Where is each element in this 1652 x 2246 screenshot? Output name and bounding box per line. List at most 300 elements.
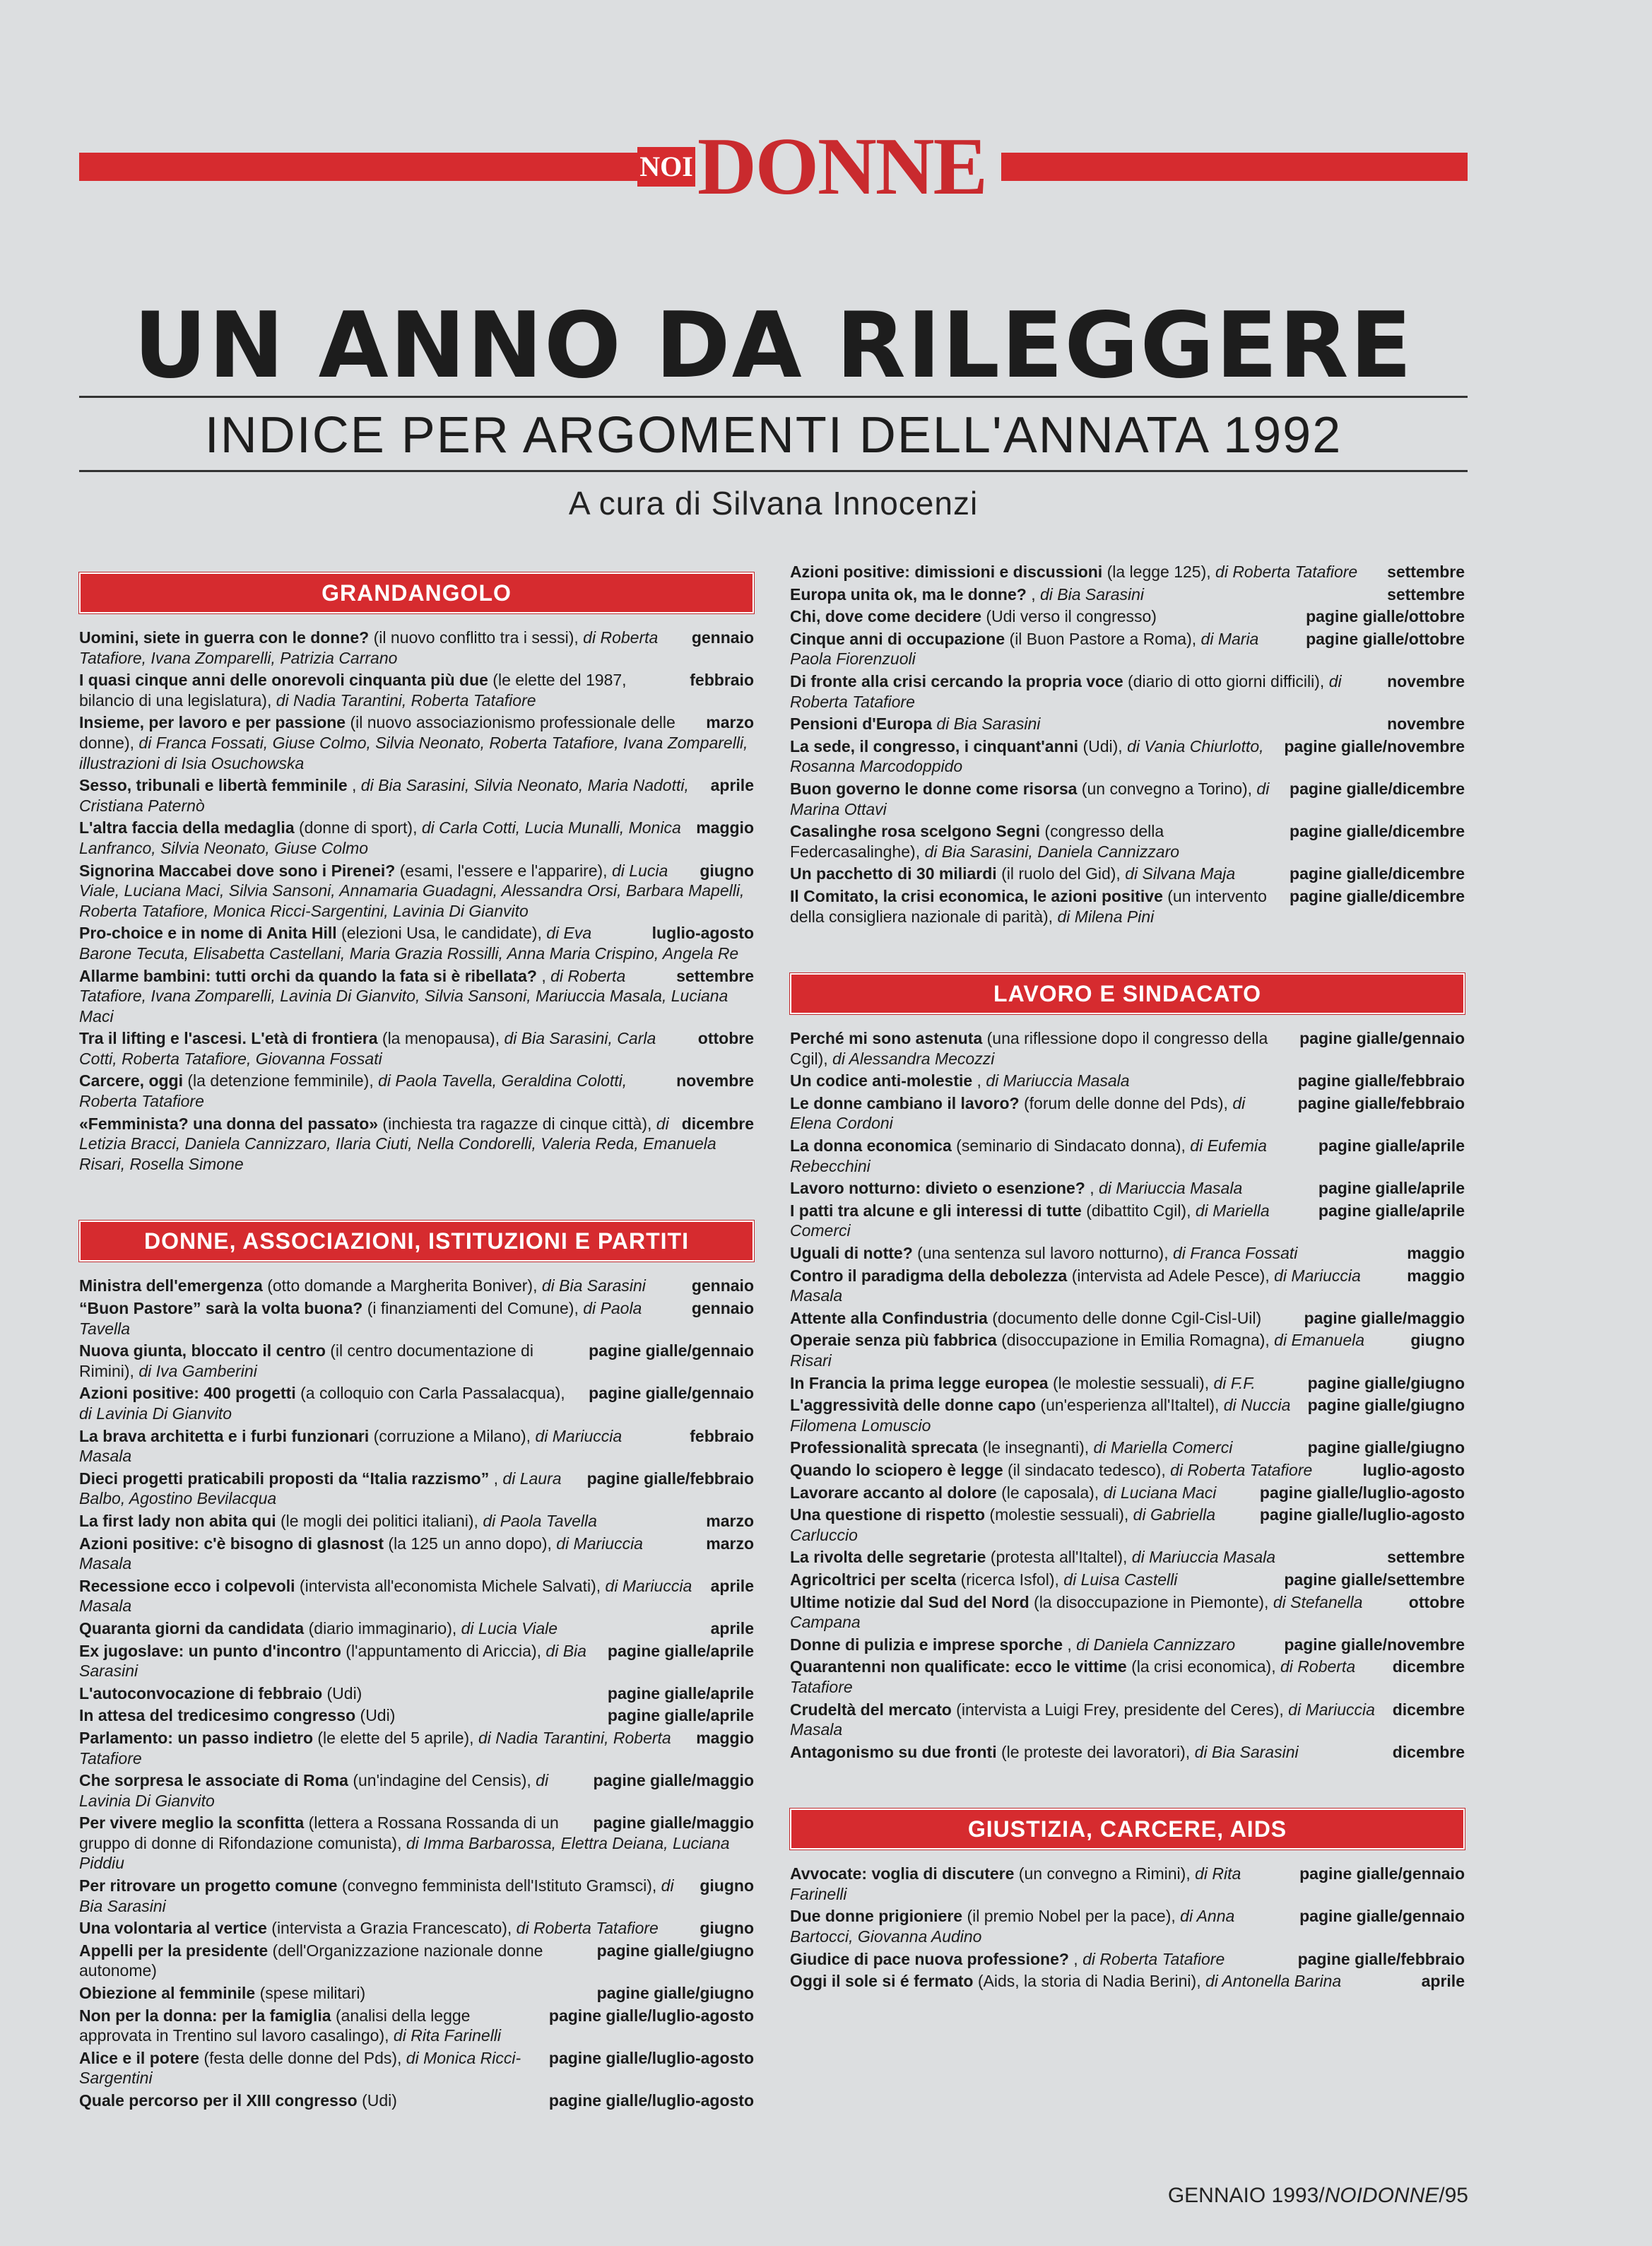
entry-issue: pagine gialle/luglio-agosto: [1259, 1505, 1465, 1524]
index-entry: [79, 861, 754, 922]
entry-authors: di Bia Sarasini: [932, 715, 1041, 734]
index-entry: [79, 2048, 754, 2088]
index-entry: [79, 1469, 754, 1509]
entry-issue: settembre: [1387, 563, 1465, 581]
entry-issue: pagine gialle/maggio: [593, 1771, 754, 1790]
index-entry: [790, 1592, 1465, 1633]
entry-title: Donne di pulizia e imprese sporche: [790, 1635, 1063, 1654]
index-entry: [790, 1395, 1465, 1435]
entry-title: Alice e il potere: [79, 2048, 200, 2067]
entry-title: Non per la donna: per la famiglia: [79, 2006, 331, 2025]
entry-issue: luglio-agosto: [1362, 1460, 1465, 1479]
entry-title: Una volontaria al vertice: [79, 1919, 267, 1938]
index-entry: [790, 562, 1465, 582]
entry-issue: pagine gialle/febbraio: [586, 1469, 754, 1488]
entry-authors: di Laura Balbo, Agostino Bevilacqua: [79, 1469, 562, 1508]
masthead-noi: NOI: [637, 147, 695, 187]
entry-authors: di Roberta Tatafiore, Ivana Zomparelli, Lavinia Di Gianvito, Silvia Sansoni, Mariuccia Masala, Luciana Maci: [79, 966, 728, 1025]
index-entry: [79, 2006, 754, 2046]
entry-authors: di Emanuela Risari: [790, 1331, 1365, 1370]
index-entry: [79, 1576, 754, 1616]
entry-title: Contro il paradigma della debolezza: [790, 1266, 1068, 1285]
entry-title: Professionalità sprecata: [790, 1438, 978, 1457]
entry-authors: di Mariuccia Masala: [981, 1071, 1130, 1090]
index-entry: [790, 1136, 1465, 1176]
index-entry: [790, 886, 1465, 927]
entry-authors: di Paola Tavella: [79, 1299, 642, 1338]
index-entry: [790, 1437, 1465, 1458]
entry-issue: settembre: [1387, 1548, 1465, 1567]
entry-title: Due donne prigioniere: [790, 1907, 963, 1926]
entry-issue: pagine gialle/luglio-agosto: [548, 2048, 754, 2067]
entry-issue: aprile: [710, 1618, 754, 1638]
index-entry: [790, 606, 1465, 627]
entry-description: (ricerca Isfol),: [956, 1570, 1059, 1589]
entry-issue: pagine gialle/aprile: [607, 1641, 754, 1660]
entry-authors: di Franca Fossati, Giuse Colmo, Silvia Neonato, Roberta Tatafiore, Ivana Zomparelli, illustrazioni di Isia Osuchowska: [79, 733, 748, 772]
entry-issue: pagine gialle/dicembre: [1290, 864, 1465, 883]
index-entry: [790, 584, 1465, 605]
entry-title: Le donne cambiano il lavoro?: [790, 1093, 1020, 1112]
entry-title: Appelli per la presidente: [79, 1941, 269, 1960]
entry-description: (i finanziamenti del Comune),: [362, 1299, 579, 1318]
index-entry: [790, 671, 1465, 712]
index-entry: [79, 775, 754, 816]
entry-issue: aprile: [710, 776, 754, 795]
entry-title: I quasi cinque anni delle onorevoli cinquanta più due: [79, 671, 488, 690]
curator-line: A cura di Silvana Innocenzi: [568, 485, 979, 522]
index-entry: [790, 864, 1465, 884]
entry-description: (diario di otto giorni difficili),: [1123, 671, 1325, 690]
index-entry: [790, 1178, 1465, 1199]
index-entry: [790, 1906, 1465, 1946]
entry-title: Obiezione al femminile: [79, 1984, 256, 2003]
entry-issue: pagine gialle/aprile: [607, 1683, 754, 1703]
entry-description: (le elette del 1987, bilancio di una legislatura),: [79, 671, 627, 710]
entry-description: (il nuovo associazionismo professionale delle donne),: [79, 713, 675, 752]
section-gap: [790, 1780, 1465, 1809]
entry-authors: di Vania Chiurlotto, Rosanna Marcodoppido: [790, 736, 1264, 776]
index-entry: [79, 1770, 754, 1811]
index-entry: [790, 1657, 1465, 1697]
index-entry: [790, 1330, 1465, 1370]
entry-description: (una riflessione dopo il congresso della Cgil),: [790, 1029, 1268, 1068]
entry-title: Il Comitato, la crisi economica, le azioni positive: [790, 886, 1163, 905]
index-entry: [79, 1071, 754, 1111]
section-lavoro: [790, 973, 1465, 1762]
entry-authors: di Mariella Comerci: [1089, 1438, 1233, 1457]
entry-authors: di Stefanella Campana: [790, 1592, 1363, 1632]
index-entry: [790, 1093, 1465, 1134]
index-entry: [79, 1383, 754, 1423]
entry-authors: di Bia Sarasini: [537, 1276, 646, 1295]
entry-title: Quarantenni non qualificate: ecco le vittime: [790, 1657, 1127, 1676]
entry-title: Per ritrovare un progetto comune: [79, 1876, 338, 1895]
entry-authors: di Luciana Maci: [1099, 1483, 1217, 1502]
entry-title: Nuova giunta, bloccato il centro: [79, 1341, 326, 1360]
index-entry: [79, 1114, 754, 1175]
section-gap: [790, 945, 1465, 973]
index-entry: [79, 670, 754, 710]
entry-authors: di Maria Paola Fiorenzuoli: [790, 629, 1259, 669]
entry-authors: di Carla Cotti, Lucia Munalli, Monica Lanfranco, Silvia Neonato, Giuse Colmo: [79, 818, 681, 857]
index-entry: [79, 1683, 754, 1704]
entry-issue: pagine gialle/gennaio: [1299, 1864, 1465, 1883]
entry-issue: pagine gialle/dicembre: [1290, 822, 1465, 841]
entry-authors: di Eufemia Rebecchini: [790, 1136, 1267, 1175]
index-entry: [79, 1511, 754, 1531]
entry-authors: di Monica Ricci-Sargentini: [79, 2048, 521, 2088]
entry-authors: di Roberta Tatafiore: [1078, 1949, 1225, 1968]
masthead-bar-left: [79, 153, 637, 181]
entry-authors: di Rita Farinelli: [790, 1864, 1241, 1903]
entry-issue: giugno: [700, 1919, 754, 1938]
entry-authors: di Nadia Tarantini, Roberta Tatafiore: [79, 1728, 671, 1768]
index-entry: [790, 1373, 1465, 1394]
entry-title: Quale percorso per il XIII congresso: [79, 2091, 358, 2110]
index-entry: [790, 1949, 1465, 1970]
index-entry: [790, 1483, 1465, 1503]
entry-title: L'autoconvocazione di febbraio: [79, 1683, 323, 1703]
right-column: [790, 562, 1465, 2010]
entry-issue: pagine gialle/febbraio: [1297, 1093, 1465, 1112]
entry-issue: dicembre: [1392, 1742, 1465, 1761]
index-entry: [79, 1426, 754, 1466]
masthead: [79, 122, 1468, 212]
index-entry: [790, 1742, 1465, 1763]
index-entry: [79, 1028, 754, 1069]
entry-title: Chi, dove come decidere: [790, 607, 981, 626]
entry-title: Europa unita ok, ma le donne?: [790, 584, 1027, 604]
footer-page-number: /95: [1439, 2184, 1468, 2207]
entry-issue: dicembre: [1392, 1700, 1465, 1719]
entry-description: (Udi): [355, 1706, 396, 1725]
entry-authors: di Mariuccia Masala: [79, 1534, 643, 1573]
entry-description: ,: [1085, 1179, 1095, 1198]
index-entry: [79, 712, 754, 773]
entry-description: (un convegno a Torino),: [1077, 779, 1253, 798]
entry-authors: di Mariella Comerci: [790, 1201, 1270, 1240]
page-footer: [1168, 2184, 1468, 2208]
entry-authors: di Bia Sarasini: [79, 1876, 674, 1915]
entry-description: (analisi della legge approvata in Trentino sul lavoro casalingo),: [79, 2006, 471, 2045]
entry-description: (lettera a Rossana Rossanda di un gruppo di donne di Rifondazione comunista),: [79, 1813, 559, 1852]
page-subtitle: INDICE PER ARGOMENTI DELL'ANNATA 1992: [204, 407, 1343, 464]
entry-issue: pagine gialle/gennaio: [589, 1384, 754, 1403]
section-gap: [79, 1192, 754, 1221]
entry-title: In Francia la prima legge europea: [790, 1373, 1049, 1392]
entry-description: (congresso della Federcasalinghe),: [790, 822, 1164, 861]
entry-issue: pagine gialle/gennaio: [589, 1341, 754, 1360]
entry-authors: di Bia Sarasini: [79, 1641, 586, 1681]
entry-authors: di Milena Pini: [1053, 907, 1155, 926]
index-entry: [790, 1266, 1465, 1306]
entry-title: Azioni positive: 400 progetti: [79, 1384, 296, 1403]
entry-description: (la detenzione femminile),: [183, 1071, 374, 1090]
entry-authors: di Nuccia Filomena Lomuscio: [790, 1396, 1291, 1435]
entry-issue: novembre: [1387, 715, 1465, 734]
entry-description: (il nuovo conflitto tra i sessi),: [369, 628, 579, 647]
entry-issue: maggio: [696, 1728, 754, 1747]
entry-description: ,: [1026, 584, 1036, 604]
entry-title: La rivolta delle segretarie: [790, 1548, 986, 1567]
entry-authors: di Luisa Castelli: [1058, 1570, 1178, 1589]
entry-issue: pagine gialle/febbraio: [1297, 1071, 1465, 1090]
entry-title: Un codice anti-molestie: [790, 1071, 973, 1090]
entry-title: Quaranta giorni da candidata: [79, 1618, 305, 1638]
index-entry: [790, 1700, 1465, 1740]
entry-authors: di Iva Gamberini: [134, 1361, 257, 1380]
entry-title: Cinque anni di occupazione: [790, 629, 1005, 648]
index-entry: [790, 736, 1465, 777]
entry-title: Recessione ecco i colpevoli: [79, 1576, 295, 1595]
entry-issue: pagine gialle/luglio-agosto: [548, 2006, 754, 2025]
entry-description: (intervista a Grazia Francescato),: [266, 1919, 512, 1938]
index-entry: [79, 1341, 754, 1381]
entry-authors: di Bia Sarasini: [1035, 584, 1145, 604]
entry-title: Avvocate: voglia di discutere: [790, 1864, 1015, 1883]
section-title-grandangolo: GRANDANGOLO: [79, 572, 754, 613]
entry-description: ,: [972, 1071, 981, 1090]
entry-title: In attesa del tredicesimo congresso: [79, 1706, 356, 1725]
entry-authors: di Antonella Barina: [1200, 1972, 1342, 1991]
entry-description: (le mogli dei politici italiani),: [276, 1511, 478, 1530]
entry-title: I patti tra alcune e gli interessi di tutte: [790, 1201, 1082, 1220]
entry-description: ,: [489, 1469, 499, 1488]
entry-title: Tra il lifting e l'ascesi. L'età di frontiera: [79, 1029, 378, 1048]
entry-description: (la legge 125),: [1102, 563, 1211, 581]
entry-description: (una sentenza sul lavoro notturno),: [912, 1244, 1169, 1263]
entry-title: Casalinghe rosa scelgono Segni: [790, 822, 1041, 841]
entry-authors: di Mariuccia Masala: [79, 1426, 623, 1466]
entry-title: Sesso, tribunali e libertà femminile: [79, 776, 348, 795]
entry-title: Uomini, siete in guerra con le donne?: [79, 628, 370, 647]
entry-description: (donne di sport),: [294, 818, 418, 837]
entry-title: La first lady non abita qui: [79, 1511, 276, 1530]
entry-authors: di Lucia Viale, Luciana Maci, Silvia Sansoni, Annamaria Guadagni, Alessandra Orsi, Barbara Mapelli, Roberta Tatafiore, Monica Ricci-Sargentini, Lavinia Di Gianvito: [79, 861, 745, 920]
entry-description: (elezioni Usa, le candidate),: [336, 924, 542, 943]
index-entry: [790, 779, 1465, 819]
entry-authors: di Roberta Tatafiore, Ivana Zomparelli, Patrizia Carrano: [79, 628, 659, 667]
entry-authors: di Daniela Cannizzaro: [1071, 1635, 1236, 1654]
entry-issue: maggio: [696, 818, 754, 837]
entry-authors: di Bia Sarasini, Carla Cotti, Roberta Tatafiore, Giovanna Fossati: [79, 1029, 656, 1068]
entry-description: ,: [347, 776, 357, 795]
entry-description: (il Buon Pastore a Roma),: [1005, 629, 1197, 648]
entry-description: (convegno femminista dell'Istituto Gramsci),: [337, 1876, 657, 1895]
entry-issue: pagine gialle/febbraio: [1297, 1949, 1465, 1968]
entry-authors: di Nadia Tarantini, Roberta Tatafiore: [271, 690, 536, 710]
entry-description: (dibattito Cgil),: [1081, 1201, 1191, 1220]
entry-authors: di Imma Barbarossa, Elettra Deiana, Luciana Piddiu: [79, 1833, 730, 1873]
entry-issue: maggio: [1407, 1244, 1465, 1263]
section-istituzioni: [79, 1221, 754, 2110]
entry-description: (esami, l'essere e l'apparire),: [395, 861, 608, 880]
footer-issue: GENNAIO 1993/: [1167, 2184, 1325, 2207]
entry-issue: giugno: [1410, 1331, 1465, 1350]
entry-authors: di Roberta Tatafiore: [790, 1657, 1356, 1696]
entry-title: L'aggressività delle donne capo: [790, 1396, 1037, 1415]
entry-authors: di Silvana Maja: [1120, 864, 1236, 883]
index-entry: [79, 923, 754, 963]
entry-issue: pagine gialle/maggio: [1304, 1308, 1465, 1327]
entry-authors: di Roberta Tatafiore: [1165, 1460, 1313, 1479]
index-entry: [79, 628, 754, 668]
entry-issue: pagine gialle/giugno: [1307, 1438, 1465, 1457]
entry-issue: pagine gialle/maggio: [593, 1813, 754, 1833]
entry-issue: pagine gialle/aprile: [1318, 1136, 1465, 1156]
entry-authors: di Marina Ottavi: [790, 779, 1270, 818]
entry-title: La sede, il congresso, i cinquant'anni: [790, 736, 1079, 755]
entry-authors: di Rita Farinelli: [389, 2026, 502, 2045]
entry-description: ,: [1068, 1949, 1078, 1968]
entry-authors: di Paola Tavella: [478, 1511, 597, 1530]
entry-title: Operaie senza più fabbrica: [790, 1331, 997, 1350]
entry-title: Giudice di pace nuova professione?: [790, 1949, 1069, 1968]
left-column: [79, 572, 754, 2129]
entry-issue: pagine gialle/giugno: [596, 1984, 754, 2003]
entry-description: (un intervento della consigliera nazionale di parità),: [790, 886, 1267, 926]
index-entry: [790, 714, 1465, 734]
entry-title: L'altra faccia della medaglia: [79, 818, 295, 837]
entry-issue: pagine gialle/novembre: [1284, 736, 1465, 755]
entry-issue: pagine gialle/dicembre: [1290, 779, 1465, 798]
index-entry: [79, 1728, 754, 1768]
entry-issue: marzo: [706, 1534, 754, 1553]
entry-authors: di F.F.: [1209, 1373, 1256, 1392]
entry-issue: pagine gialle/dicembre: [1290, 886, 1465, 905]
entry-title: Agricoltrici per scelta: [790, 1570, 957, 1589]
entry-authors: di Bia Sarasini, Daniela Cannizzaro: [920, 842, 1180, 861]
entry-issue: settembre: [1387, 584, 1465, 604]
index-entry: [790, 1864, 1465, 1904]
entry-description: (l'appuntamento di Ariccia),: [341, 1641, 542, 1660]
entry-authors: di Elena Cordoni: [790, 1093, 1246, 1133]
entry-title: Ultime notizie dal Sud del Nord: [790, 1592, 1029, 1611]
index-entry: [790, 1505, 1465, 1545]
index-entry: [79, 1941, 754, 1981]
entry-issue: gennaio: [691, 628, 754, 647]
entry-issue: dicembre: [1392, 1657, 1465, 1676]
entry-issue: pagine gialle/luglio-agosto: [1259, 1483, 1465, 1502]
entry-description: (forum delle donne del Pds),: [1019, 1093, 1228, 1112]
entry-issue: gennaio: [691, 1276, 754, 1295]
entry-description: (intervista all'economista Michele Salvati),: [295, 1576, 601, 1595]
entry-title: Un pacchetto di 30 miliardi: [790, 864, 997, 883]
entry-description: (otto domande a Margherita Boniver),: [262, 1276, 538, 1295]
entry-authors: di Bia Sarasini, Silvia Neonato, Maria Nadotti, Cristiana Paternò: [79, 776, 689, 815]
entry-description: (il premio Nobel per la pace),: [962, 1907, 1176, 1926]
entry-title: Antagonismo su due fronti: [790, 1742, 997, 1761]
entry-title: Pro-choice e in nome di Anita Hill: [79, 924, 337, 943]
index-entry: [790, 629, 1465, 669]
section-grandangolo: [79, 572, 754, 1174]
entry-authors: di Mariuccia Masala: [1127, 1548, 1276, 1567]
entry-issue: marzo: [706, 1511, 754, 1530]
entry-title: Insieme, per lavoro e per passione: [79, 713, 346, 732]
entry-issue: pagine gialle/aprile: [1318, 1179, 1465, 1198]
entry-authors: di Paola Tavella, Geraldina Colotti, Roberta Tatafiore: [79, 1071, 627, 1111]
entry-issue: giugno: [700, 1876, 754, 1895]
entry-authors: di Roberta Tatafiore: [1210, 563, 1358, 581]
entry-issue: pagine gialle/settembre: [1284, 1570, 1465, 1589]
index-entry: [79, 1618, 754, 1639]
entry-description: (Aids, la storia di Nadia Berini),: [973, 1972, 1201, 1991]
entry-title: Pensioni d'Europa: [790, 715, 932, 734]
entry-issue: novembre: [1387, 671, 1465, 690]
entry-title: Per vivere meglio la sconfitta: [79, 1813, 305, 1833]
entry-description: (intervista a Luigi Frey, presidente del Ceres),: [951, 1700, 1284, 1719]
section-giustizia: [790, 1809, 1465, 1992]
entry-description: (il ruolo del Gid),: [996, 864, 1121, 883]
entry-issue: pagine gialle/gennaio: [1299, 1907, 1465, 1926]
index-entry: [79, 1813, 754, 1874]
index-entry: [79, 1641, 754, 1681]
entry-title: Signorina Maccabei dove sono i Pirenei?: [79, 861, 396, 880]
entry-authors: di Anna Bartocci, Giovanna Audino: [790, 1907, 1235, 1946]
entry-description: (le proteste dei lavoratori),: [996, 1742, 1191, 1761]
entry-title: “Buon Pastore” sarà la volta buona?: [79, 1299, 363, 1318]
entry-issue: pagine gialle/ottobre: [1306, 607, 1465, 626]
entry-issue: febbraio: [690, 1426, 754, 1445]
entry-description: (le elette del 5 aprile),: [313, 1728, 474, 1747]
entry-description: (Udi),: [1078, 736, 1123, 755]
entry-description: (spese militari): [255, 1984, 366, 2003]
entry-title: La donna economica: [790, 1136, 952, 1156]
entry-title: Una questione di rispetto: [790, 1505, 986, 1524]
entry-issue: pagine gialle/giugno: [596, 1941, 754, 1960]
entry-title: Allarme bambini: tutti orchi da quando la fata si è ribellata?: [79, 966, 537, 985]
entry-issue: luglio-agosto: [651, 924, 754, 943]
entry-title: La brava architetta e i furbi funzionari: [79, 1426, 370, 1445]
entry-description: (Udi verso il congresso): [981, 607, 1157, 626]
entry-title: Ex jugoslave: un punto d'incontro: [79, 1641, 341, 1660]
entry-title: Quando lo sciopero è legge: [790, 1460, 1003, 1479]
entry-title: Azioni positive: c'è bisogno di glasnost: [79, 1534, 384, 1553]
masthead-donne: DONNE: [697, 122, 986, 212]
entry-issue: pagine gialle/giugno: [1307, 1396, 1465, 1415]
entry-issue: giugno: [700, 861, 754, 880]
entry-title: Dieci progetti praticabili proposti da “Italia razzismo”: [79, 1469, 490, 1488]
entry-description: (festa delle donne del Pds),: [199, 2048, 402, 2067]
entry-authors: di Lavinia Di Gianvito: [79, 1771, 549, 1810]
entry-authors: di Bia Sarasini: [1190, 1742, 1299, 1761]
entry-title: Ministra dell'emergenza: [79, 1276, 263, 1295]
entry-title: «Femminista? una donna del passato»: [79, 1114, 379, 1133]
index-entry: [790, 1028, 1465, 1069]
index-entry: [790, 1243, 1465, 1264]
entry-issue: aprile: [1421, 1972, 1465, 1991]
entry-authors: di Roberta Tatafiore: [790, 671, 1342, 711]
entry-title: Perché mi sono astenuta: [790, 1029, 983, 1048]
index-entry: [790, 1547, 1465, 1568]
entry-authors: di Mariuccia Masala: [79, 1576, 692, 1616]
entry-authors: di Franca Fossati: [1168, 1244, 1298, 1263]
entry-issue: pagine gialle/giugno: [1307, 1373, 1465, 1392]
entry-description: (un convegno a Rimini),: [1014, 1864, 1191, 1883]
index-entry: [79, 1705, 754, 1726]
index-entry: [790, 821, 1465, 862]
entry-issue: pagine gialle/gennaio: [1299, 1029, 1465, 1048]
index-entry: [79, 818, 754, 858]
entry-authors: di Roberta Tatafiore: [512, 1919, 659, 1938]
entry-description: (la menopausa),: [377, 1029, 500, 1048]
entry-description: (la disoccupazione in Piemonte),: [1029, 1592, 1269, 1611]
entry-description: (corruzione a Milano),: [369, 1426, 531, 1445]
entry-description: (dell'Organizzazione nazionale donne autonome): [79, 1941, 543, 1980]
entry-authors: di Mariuccia Masala: [790, 1266, 1361, 1305]
entry-description: (la 125 un anno dopo),: [384, 1534, 552, 1553]
